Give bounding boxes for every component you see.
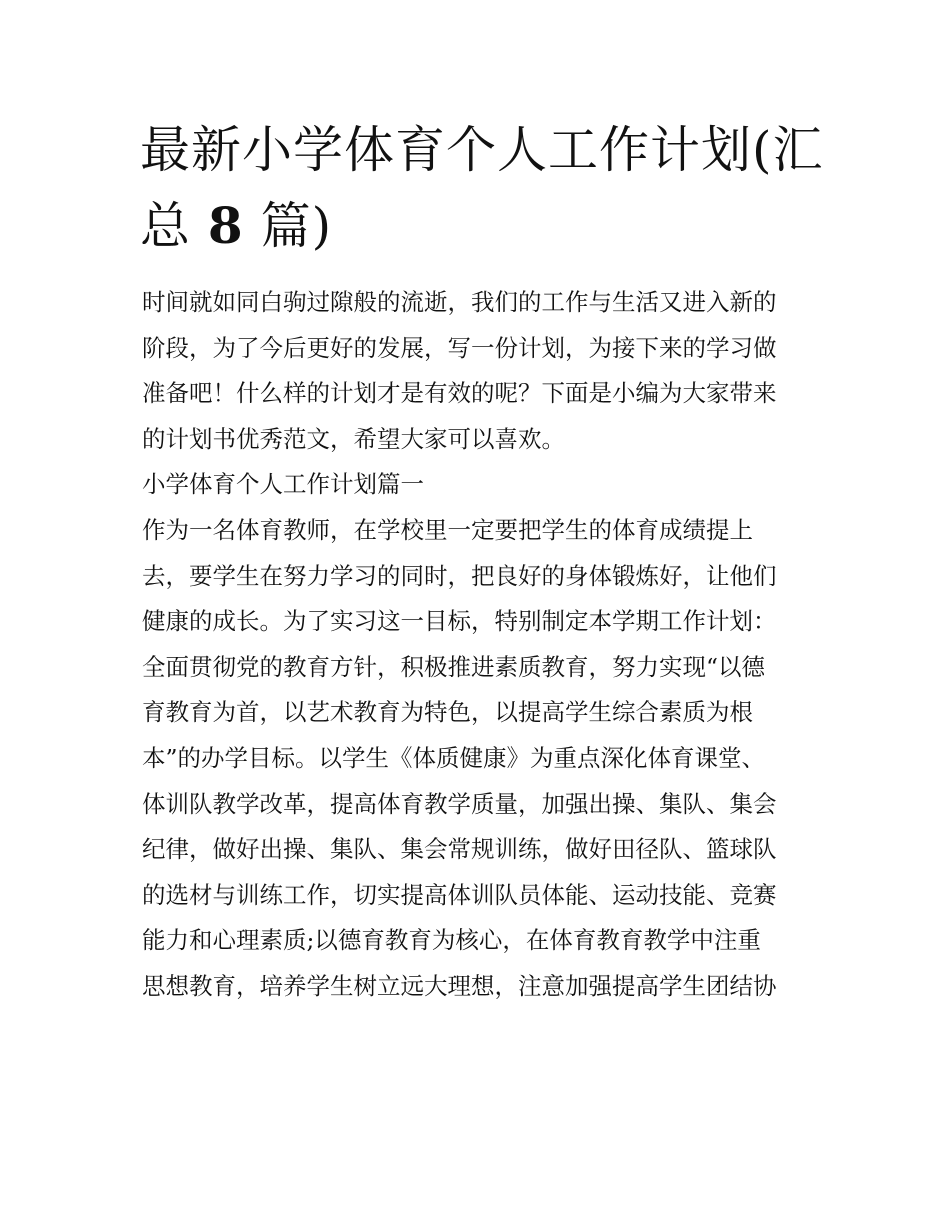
body-line: 健康的成长。为了实习这一目标，特别制定本学期工作计划： [142, 607, 777, 636]
body-line: 能力和心理素质;以德育教育为核心，在体育教育教学中注重 [142, 926, 761, 955]
title-line-2-number: 8 [207, 196, 244, 255]
body-line: 作为一名体育教师，在学校里一定要把学生的体育成绩提上 [142, 515, 753, 544]
body-line: 纪律，做好出操、集队、集会常规训练，做好田径队、篮球队 [142, 835, 777, 864]
body-line: 全面贯彻党的教育方针，积极推进素质教育，努力实现“以德 [142, 652, 766, 681]
body-line: 的计划书优秀范文，希望大家可以喜欢。 [142, 424, 565, 453]
body-line: 育教育为首，以艺术教育为特色，以提高学生综合素质为根 [142, 698, 753, 727]
body-line: 时间就如同白驹过隙般的流逝，我们的工作与生活又进入新的 [142, 288, 777, 316]
document-body [142, 280, 814, 1010]
title-line-1: 最新小学体育个人工作计划(汇 [140, 121, 824, 179]
body-line: 体训队教学改革，提高体育教学质量，加强出操、集队、集会 [142, 789, 777, 818]
body-line: 准备吧！什么样的计划才是有效的呢？下面是小编为大家带来 [142, 379, 777, 408]
body-line: 去，要学生在努力学习的同时，把良好的身体锻炼好，让他们 [142, 561, 777, 590]
body-line: 本”的办学目标。以学生《体质健康》为重点深化体育课堂、 [142, 743, 766, 772]
document-title [140, 112, 830, 264]
body-line: 的选材与训练工作，切实提高体训队员体能、运动技能、竞赛 [142, 880, 777, 909]
section-heading: 小学体育个人工作计划篇一 [142, 470, 424, 499]
title-line-2-prefix: 总 [140, 197, 191, 255]
body-line: 阶段，为了今后更好的发展，写一份计划，为接下来的学习做 [142, 333, 777, 362]
title-line-2-suffix: 篇) [260, 197, 333, 255]
body-line: 思想教育，培养学生树立远大理想，注意加强提高学生团结协 [142, 971, 777, 1000]
